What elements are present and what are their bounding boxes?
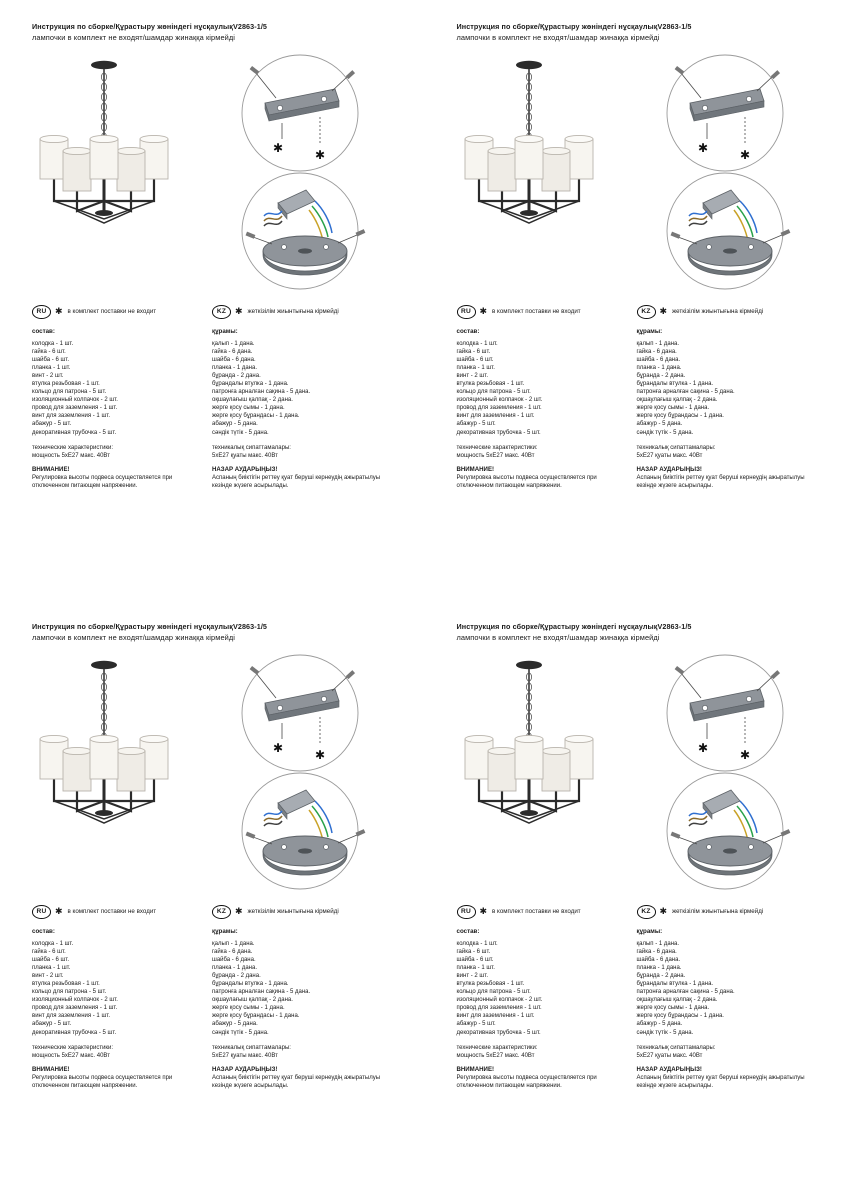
legend-row <box>457 905 817 919</box>
list-title-kz: құрамы: <box>212 927 238 935</box>
legend-ru <box>32 905 212 919</box>
list-item: планка - 1 дана. <box>212 364 257 371</box>
list-item: колодка - 1 шт. <box>32 940 74 947</box>
list-item: гайка - 6 дана. <box>636 948 677 955</box>
warning-title-kz: НАЗАР АУДАРЫҢЫЗ! <box>636 1065 702 1073</box>
warning-text-kz: Аспаның биіктігін реттеу қуат беруші кернеудің ажыратылуы кезінде жүзеге асырылады. <box>636 475 805 490</box>
spec-value-ru: мощность 5хЕ27 макс. 40Вт <box>32 452 110 459</box>
asterisk-icon: ✱ <box>659 906 668 917</box>
list-item: провод для заземления - 1 шт. <box>456 1005 542 1012</box>
legend-kz-text: жеткізілім жиынтығына кірмейді <box>247 307 339 315</box>
list-item: винт - 2 шт. <box>456 372 488 379</box>
list-item: декоративная трубочка - 5 шт. <box>456 429 541 436</box>
list-item: бұранда - 2 дана. <box>212 372 261 379</box>
spec-title-kz: техникалық сипаттамалары: <box>212 1044 291 1051</box>
list-item: жерге қосу сымы - 1 дана. <box>212 405 285 412</box>
column-kz <box>637 328 817 491</box>
list-item: сәндік түтік - 5 дана. <box>212 429 269 436</box>
header-title-line <box>457 22 817 33</box>
list-item: шайба - 6 дана. <box>636 356 681 363</box>
header-subtitle: лампочки в комплект не входят/шамдар жинаққа кірмейді <box>32 32 236 42</box>
asterisk-icon: ✱ <box>659 306 668 317</box>
list-item: планка - 1 дана. <box>636 364 682 371</box>
list-item: планка - 1 шт. <box>456 964 495 971</box>
legend-kz-text: жеткізілім жиынтығына кірмейді <box>672 307 764 315</box>
spec-title-ru: технические характеристики: <box>32 444 114 451</box>
legend-ru-text: в комплект поставки не входит <box>492 907 581 915</box>
list-item: провод для заземления - 1 шт. <box>32 1005 118 1012</box>
list-item: втулка резьбовая - 1 шт. <box>32 980 100 987</box>
list-item: изоляционный колпачок - 2 шт. <box>456 997 543 1004</box>
chandelier-diagram <box>457 51 647 301</box>
instruction-sheet <box>0 0 425 600</box>
list-item: изоляционный колпачок - 2 шт. <box>32 997 118 1004</box>
badge-kz: KZ <box>212 305 231 319</box>
parts-list-kz <box>212 940 386 1037</box>
parts-list-ru <box>32 940 206 1037</box>
content-columns <box>457 928 817 1091</box>
list-item: декоративная трубочка - 5 шт. <box>32 429 117 436</box>
list-item: колодка - 1 шт. <box>456 940 498 947</box>
list-item: винт для заземления - 1 шт. <box>32 413 111 420</box>
list-title-ru: состав: <box>32 927 55 935</box>
spec-value-ru: мощность 5хЕ27 макс. 40Вт <box>456 452 535 459</box>
list-item: бұрандалы втулка - 1 дана. <box>212 380 289 387</box>
svg-text:✱: ✱ <box>315 748 326 762</box>
list-item: винт - 2 шт. <box>32 972 64 979</box>
list-item: патронға арналған сақина - 5 дана. <box>212 989 311 996</box>
list-item: патронға арналған сақина - 5 дана. <box>636 989 735 996</box>
list-item: сәндік түтік - 5 дана. <box>212 1029 269 1036</box>
list-item: қалып - 1 дана. <box>212 340 255 347</box>
list-item: декоративная трубочка - 5 шт. <box>456 1029 541 1036</box>
legend-kz-text: жеткізілім жиынтығына кірмейді <box>247 907 339 915</box>
list-item: жерге қосу бұрандасы - 1 дана. <box>212 1013 300 1020</box>
spec-title-ru: технические характеристики: <box>456 1044 538 1051</box>
content-columns <box>32 328 392 491</box>
sheet-header <box>32 22 392 43</box>
svg-text:✱: ✱ <box>697 141 708 155</box>
list-item: планка - 1 шт. <box>32 364 71 371</box>
list-item: шайба - 6 дана. <box>212 356 256 363</box>
list-item: оқшаулағыш қалпақ - 2 дана. <box>636 397 718 404</box>
list-item: патронға арналған сақина - 5 дана. <box>636 389 735 396</box>
detail-circles <box>220 51 392 301</box>
list-item: винт для заземления - 1 шт. <box>456 413 535 420</box>
warning-text-ru: Регулировка высоты подвеса осуществляется при отключенном питающем напряжении. <box>456 1075 597 1090</box>
list-item: абажур - 5 дана. <box>636 421 683 428</box>
chandelier-diagram <box>457 651 647 901</box>
list-item: винт для заземления - 1 шт. <box>32 1013 111 1020</box>
legend-row <box>32 305 392 319</box>
parts-list-ru <box>32 340 206 437</box>
list-item: изоляционный колпачок - 2 шт. <box>32 397 118 404</box>
list-title-kz: құрамы: <box>636 927 663 935</box>
list-item: қалып - 1 дана. <box>212 940 255 947</box>
header-subtitle: лампочки в комплект не входят/шамдар жинаққа кірмейді <box>456 32 660 42</box>
list-item: провод для заземления - 1 шт. <box>456 405 542 412</box>
svg-text:✱: ✱ <box>697 741 708 755</box>
list-item: қалып - 1 дана. <box>636 340 680 347</box>
list-item: бұранда - 2 дана. <box>636 372 686 379</box>
list-title-kz: құрамы: <box>636 327 663 335</box>
warning-title-ru: ВНИМАНИЕ! <box>456 1065 495 1073</box>
content-columns <box>32 928 392 1091</box>
legend-kz <box>212 905 392 919</box>
header-subtitle: лампочки в комплект не входят/шамдар жинаққа кірмейді <box>32 632 236 642</box>
warning-title-kz: НАЗАР АУДАРЫҢЫЗ! <box>636 465 702 473</box>
content-columns <box>457 328 817 491</box>
instruction-card <box>457 22 817 562</box>
column-ru <box>457 928 637 1091</box>
warning-text-ru: Регулировка высоты подвеса осуществляется при отключенном питающем напряжении. <box>32 475 173 490</box>
list-item: абажур - 5 дана. <box>636 1021 683 1028</box>
illustration-area <box>457 51 817 301</box>
legend-ru-text: в комплект поставки не входит <box>67 907 157 915</box>
detail-circles <box>220 651 392 901</box>
warning-title-ru: ВНИМАНИЕ! <box>32 465 70 473</box>
svg-text:✱: ✱ <box>315 148 326 162</box>
list-item: жерге қосу сымы - 1 дана. <box>212 1005 285 1012</box>
spec-value-kz: 5хЕ27 қуаты макс. 40Вт <box>212 452 278 459</box>
illustration-area <box>457 651 817 901</box>
spec-value-kz: 5хЕ27 қуаты макс. 40Вт <box>212 1052 278 1059</box>
chandelier-diagram <box>32 51 222 301</box>
list-item: шайба - 6 шт. <box>32 356 70 363</box>
legend-ru <box>457 905 637 919</box>
legend-ru-text: в комплект поставки не входит <box>492 307 581 315</box>
list-item: жерге қосу бұрандасы - 1 дана. <box>212 413 300 420</box>
list-item: планка - 1 шт. <box>456 364 495 371</box>
list-item: бұранда - 2 дана. <box>212 972 261 979</box>
list-title-ru: состав: <box>456 327 480 335</box>
legend-ru-text: в комплект поставки не входит <box>67 307 157 315</box>
spec-title-ru: технические характеристики: <box>456 444 538 451</box>
list-item: жерге қосу сымы - 1 дана. <box>636 1005 710 1012</box>
list-item: гайка - 6 дана. <box>212 348 253 355</box>
asterisk-icon: ✱ <box>479 306 488 317</box>
illustration-area <box>32 651 392 901</box>
warning-text-kz: Аспаның биіктігін реттеу қуат беруші кернеудің ажыратылуы кезінде жүзеге асырылады. <box>636 1075 805 1090</box>
svg-text:✱: ✱ <box>739 148 750 162</box>
header-title: Инструкция по сборке/Құрастыру жөніндегі нұсқаулық <box>32 22 233 31</box>
list-item: колодка - 1 шт. <box>32 340 74 347</box>
warning-title-ru: ВНИМАНИЕ! <box>456 465 495 473</box>
parts-list-ru <box>457 340 631 437</box>
list-item: патронға арналған сақина - 5 дана. <box>212 389 311 396</box>
badge-kz: KZ <box>637 905 656 919</box>
column-ru <box>457 328 637 491</box>
column-kz <box>637 928 817 1091</box>
list-item: винт - 2 шт. <box>32 372 64 379</box>
list-item: планка - 1 шт. <box>32 964 71 971</box>
list-item: оқшаулағыш қалпақ - 2 дана. <box>212 997 293 1004</box>
warning-title-kz: НАЗАР АУДАРЫҢЫЗ! <box>212 1065 278 1073</box>
svg-text:✱: ✱ <box>739 748 750 762</box>
list-item: қалып - 1 дана. <box>636 940 680 947</box>
svg-text:✱: ✱ <box>273 141 284 155</box>
header-title-line <box>32 622 392 633</box>
badge-ru: RU <box>32 305 51 319</box>
list-item: гайка - 6 шт. <box>456 948 491 955</box>
list-item: планка - 1 дана. <box>636 964 682 971</box>
column-ru <box>32 928 212 1091</box>
list-item: абажур - 5 шт. <box>32 1021 72 1028</box>
header-model: V2863-1/5 <box>232 622 268 631</box>
list-item: абажур - 5 шт. <box>456 1021 496 1028</box>
header-model: V2863-1/5 <box>232 22 268 31</box>
instruction-card <box>32 22 392 562</box>
instruction-card <box>457 622 817 1162</box>
asterisk-icon: ✱ <box>55 306 63 317</box>
list-item: гайка - 6 шт. <box>32 948 66 955</box>
list-item: бұранда - 2 дана. <box>636 972 686 979</box>
spec-value-kz: 5хЕ27 қуаты макс. 40Вт <box>636 452 703 459</box>
list-item: абажур - 5 шт. <box>32 421 72 428</box>
detail-circles <box>645 51 817 301</box>
legend-row <box>457 305 817 319</box>
list-item: шайба - 6 шт. <box>32 956 70 963</box>
list-item: шайба - 6 шт. <box>456 356 494 363</box>
detail-circles <box>645 651 817 901</box>
list-item: кольцо для патрона - 5 шт. <box>32 989 107 996</box>
legend-kz <box>637 905 817 919</box>
spec-value-ru: мощность 5хЕ27 макс. 40Вт <box>456 1052 535 1059</box>
warning-title-kz: НАЗАР АУДАРЫҢЫЗ! <box>212 465 278 473</box>
header-title: Инструкция по сборке/Құрастыру жөніндегі нұсқаулық <box>456 22 658 31</box>
list-item: изоляционный колпачок - 2 шт. <box>456 397 543 404</box>
header-title-line <box>457 622 817 633</box>
spec-value-kz: 5хЕ27 қуаты макс. 40Вт <box>636 1052 703 1059</box>
list-item: шайба - 6 дана. <box>212 956 256 963</box>
list-item: втулка резьбовая - 1 шт. <box>32 380 100 387</box>
warning-text-kz: Аспаның биіктігін реттеу қуат беруші кернеудің ажыратылуы кезінде жүзеге асырылады. <box>212 475 381 490</box>
svg-text:✱: ✱ <box>273 741 284 755</box>
list-item: шайба - 6 шт. <box>456 956 494 963</box>
list-item: бұрандалы втулка - 1 дана. <box>636 980 714 987</box>
header-model: V2863-1/5 <box>657 622 692 631</box>
list-title-ru: состав: <box>32 327 55 335</box>
list-item: шайба - 6 дана. <box>636 956 681 963</box>
sheet-header <box>457 22 817 43</box>
badge-ru: RU <box>32 905 51 919</box>
badge-ru: RU <box>457 305 476 319</box>
header-title: Инструкция по сборке/Құрастыру жөніндегі нұсқаулық <box>456 622 658 631</box>
list-item: сәндік түтік - 5 дана. <box>636 1029 694 1036</box>
list-item: колодка - 1 шт. <box>456 340 498 347</box>
list-item: оқшаулағыш қалпақ - 2 дана. <box>636 997 718 1004</box>
warning-text-kz: Аспаның биіктігін реттеу қуат беруші кернеудің ажыратылуы кезінде жүзеге асырылады. <box>212 1075 381 1090</box>
list-item: гайка - 6 шт. <box>32 348 66 355</box>
list-item: абажур - 5 дана. <box>212 1021 258 1028</box>
legend-ru <box>457 305 637 319</box>
badge-kz: KZ <box>212 905 231 919</box>
chandelier-diagram <box>32 651 222 901</box>
asterisk-icon: ✱ <box>479 906 488 917</box>
column-kz <box>212 928 392 1091</box>
list-item: гайка - 6 дана. <box>212 948 253 955</box>
header-title-line <box>32 22 392 33</box>
instruction-card <box>32 622 392 1162</box>
spec-title-kz: техникалық сипаттамалары: <box>636 1044 716 1051</box>
list-title-kz: құрамы: <box>212 327 238 335</box>
list-title-ru: состав: <box>456 927 480 935</box>
warning-text-ru: Регулировка высоты подвеса осуществляется при отключенном питающем напряжении. <box>32 1075 173 1090</box>
list-item: втулка резьбовая - 1 шт. <box>456 380 525 387</box>
sheet-header <box>32 622 392 643</box>
sheet-header <box>457 622 817 643</box>
list-item: бұрандалы втулка - 1 дана. <box>636 380 714 387</box>
list-item: гайка - 6 шт. <box>456 348 491 355</box>
asterisk-icon: ✱ <box>235 306 243 317</box>
list-item: провод для заземления - 1 шт. <box>32 405 118 412</box>
list-item: планка - 1 дана. <box>212 964 257 971</box>
illustration-area <box>32 51 392 301</box>
warning-title-ru: ВНИМАНИЕ! <box>32 1065 70 1073</box>
badge-ru: RU <box>457 905 476 919</box>
spec-value-ru: мощность 5хЕ27 макс. 40Вт <box>32 1052 110 1059</box>
legend-kz <box>637 305 817 319</box>
list-item: бұрандалы втулка - 1 дана. <box>212 980 289 987</box>
list-item: сәндік түтік - 5 дана. <box>636 429 694 436</box>
list-item: абажур - 5 дана. <box>212 421 258 428</box>
column-ru <box>32 328 212 491</box>
spec-title-ru: технические характеристики: <box>32 1044 114 1051</box>
list-item: абажур - 5 шт. <box>456 421 496 428</box>
list-item: гайка - 6 дана. <box>636 348 677 355</box>
list-item: оқшаулағыш қалпақ - 2 дана. <box>212 397 293 404</box>
list-item: жерге қосу бұрандасы - 1 дана. <box>636 1013 724 1020</box>
list-item: жерге қосу бұрандасы - 1 дана. <box>636 413 724 420</box>
warning-text-ru: Регулировка высоты подвеса осуществляется при отключенном питающем напряжении. <box>456 475 597 490</box>
spec-title-kz: техникалық сипаттамалары: <box>212 444 291 451</box>
header-title: Инструкция по сборке/Құрастыру жөніндегі нұсқаулық <box>32 622 233 631</box>
legend-ru <box>32 305 212 319</box>
parts-list-kz <box>637 940 811 1037</box>
list-item: жерге қосу сымы - 1 дана. <box>636 405 710 412</box>
legend-kz-text: жеткізілім жиынтығына кірмейді <box>672 907 764 915</box>
header-model: V2863-1/5 <box>657 22 692 31</box>
header-subtitle: лампочки в комплект не входят/шамдар жинаққа кірмейді <box>456 632 660 642</box>
legend-kz <box>212 305 392 319</box>
legend-row <box>32 905 392 919</box>
asterisk-icon: ✱ <box>55 906 63 917</box>
instruction-sheet <box>0 600 425 1200</box>
list-item: кольцо для патрона - 5 шт. <box>32 389 107 396</box>
instruction-sheet <box>425 0 849 600</box>
list-item: втулка резьбовая - 1 шт. <box>456 980 525 987</box>
parts-list-kz <box>212 340 386 437</box>
list-item: кольцо для патрона - 5 шт. <box>456 389 531 396</box>
parts-list-ru <box>457 940 631 1037</box>
badge-kz: KZ <box>637 305 656 319</box>
instruction-sheet <box>425 600 849 1200</box>
asterisk-icon: ✱ <box>235 906 243 917</box>
list-item: винт - 2 шт. <box>456 972 488 979</box>
spec-title-kz: техникалық сипаттамалары: <box>636 444 716 451</box>
list-item: винт для заземления - 1 шт. <box>456 1013 535 1020</box>
list-item: декоративная трубочка - 5 шт. <box>32 1029 117 1036</box>
list-item: кольцо для патрона - 5 шт. <box>456 989 531 996</box>
parts-list-kz <box>637 340 811 437</box>
column-kz <box>212 328 392 491</box>
